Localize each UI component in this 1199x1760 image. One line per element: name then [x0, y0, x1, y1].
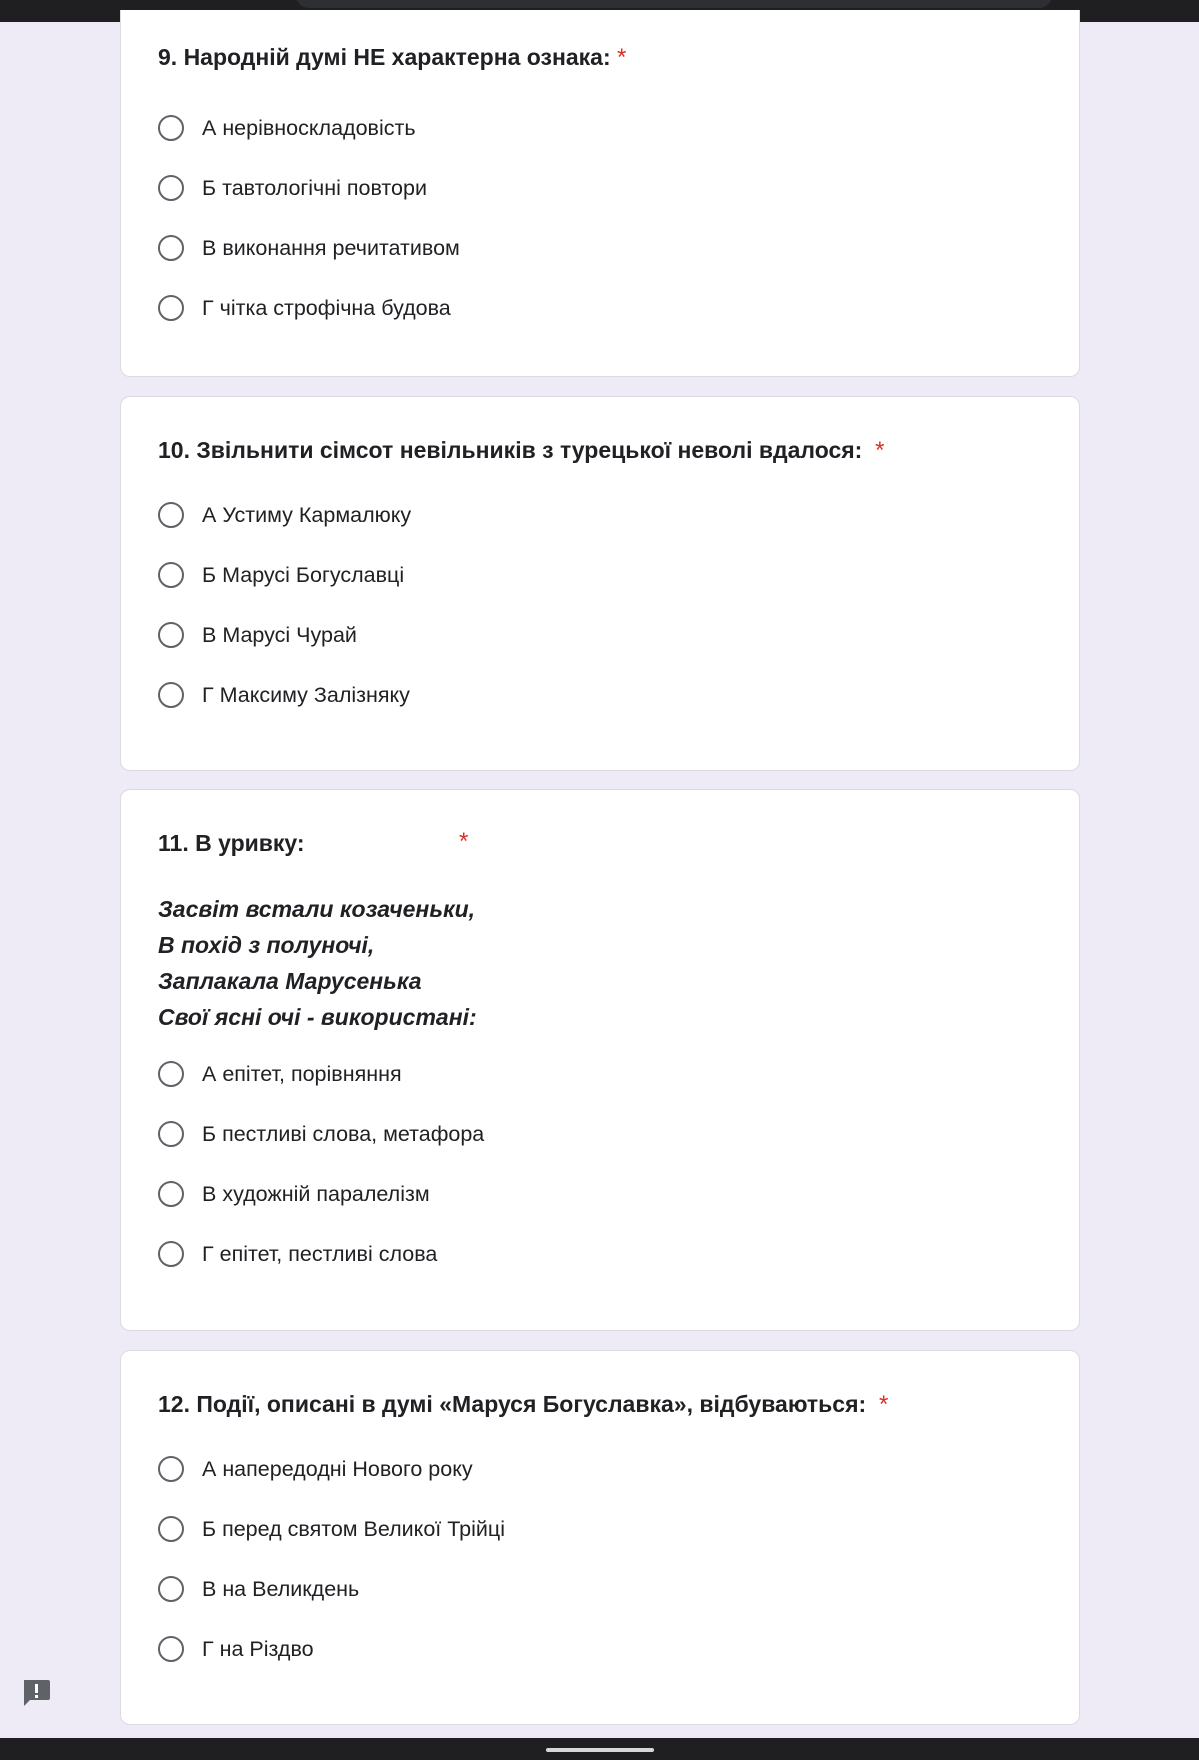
required-asterisk: *: [617, 44, 627, 71]
radio-circle-icon[interactable]: [158, 1121, 184, 1147]
option-label: А нерівноскладовість: [202, 115, 416, 140]
radio-circle-icon[interactable]: [158, 295, 184, 321]
option-label: Б тавтологічні повтори: [202, 175, 427, 200]
option-label: В Марусі Чурай: [202, 622, 357, 647]
radio-circle-icon[interactable]: [158, 1636, 184, 1662]
excerpt-line: Свої ясні очі - використані:: [158, 1004, 477, 1030]
option-radio[interactable]: [158, 1513, 505, 1545]
bottom-navigation-bar: [0, 1738, 1199, 1760]
question-card-12: [120, 1350, 1080, 1725]
option-radio[interactable]: [158, 1573, 359, 1605]
required-asterisk: *: [875, 437, 885, 464]
radio-circle-icon[interactable]: [158, 115, 184, 141]
radio-circle-icon[interactable]: [158, 235, 184, 261]
option-label: А Устиму Кармалюку: [202, 502, 412, 527]
question-card-9: [120, 10, 1080, 377]
option-label: Б пестливі слова, метафора: [202, 1121, 485, 1146]
option-label: В на Великдень: [202, 1576, 360, 1601]
option-label: А напередодні Нового року: [202, 1456, 473, 1481]
poem-excerpt: [158, 891, 477, 1035]
required-asterisk: *: [459, 828, 469, 855]
option-label: В художній паралелізм: [202, 1181, 430, 1206]
option-radio[interactable]: [158, 1178, 430, 1210]
option-label: Г чітка строфічна будова: [202, 295, 451, 320]
excerpt-line: Засвіт встали козаченьки,: [158, 896, 476, 922]
home-indicator[interactable]: [546, 1748, 654, 1752]
excerpt-line: В похід з полуночі,: [158, 932, 375, 958]
option-label: В виконання речитативом: [202, 235, 460, 260]
radio-circle-icon[interactable]: [158, 502, 184, 528]
radio-circle-icon[interactable]: [158, 562, 184, 588]
radio-circle-icon[interactable]: [158, 1061, 184, 1087]
question-title: [158, 44, 626, 72]
radio-circle-icon[interactable]: [158, 1181, 184, 1207]
radio-circle-icon[interactable]: [158, 1576, 184, 1602]
option-radio[interactable]: [158, 1453, 473, 1485]
option-label: Г Максиму Залізняку: [202, 682, 410, 707]
address-bar[interactable]: [296, 0, 1052, 8]
option-radio[interactable]: [158, 232, 460, 264]
option-radio[interactable]: [158, 1633, 314, 1665]
required-asterisk: *: [878, 1391, 889, 1418]
option-radio[interactable]: [158, 112, 416, 144]
question-title: [158, 437, 884, 465]
option-radio[interactable]: [158, 172, 427, 204]
radio-circle-icon[interactable]: [158, 175, 184, 201]
excerpt-line: Заплакала Марусенька: [158, 968, 422, 994]
question-title: [158, 830, 305, 857]
report-feedback-icon[interactable]: [20, 1678, 52, 1708]
radio-circle-icon[interactable]: [158, 1241, 184, 1267]
option-radio[interactable]: [158, 619, 357, 651]
option-radio[interactable]: [158, 292, 451, 324]
option-radio[interactable]: [158, 559, 404, 591]
question-card-11: [120, 789, 1080, 1331]
option-label: Б Марусі Богуславці: [202, 562, 405, 587]
radio-circle-icon[interactable]: [158, 1456, 184, 1482]
question-card-10: [120, 396, 1080, 771]
radio-circle-icon[interactable]: [158, 622, 184, 648]
option-radio[interactable]: [158, 1058, 402, 1090]
question-title: [158, 1391, 888, 1419]
radio-circle-icon[interactable]: [158, 682, 184, 708]
question-text: 12. Події, описані в думі «Маруся Богуславка», відбуваються:: [158, 1391, 867, 1417]
option-radio[interactable]: [158, 499, 411, 531]
question-text: 9. Народній думі НЕ характерна ознака:: [158, 44, 611, 70]
option-label: Б перед святом Великої Трійці: [202, 1516, 505, 1541]
question-text: 10. Звільнити сімсот невільників з турецької неволі вдалося:: [158, 437, 863, 463]
option-label: Г на Різдво: [202, 1636, 314, 1661]
option-label: А епітет, порівняння: [202, 1061, 402, 1086]
option-radio[interactable]: [158, 679, 410, 711]
radio-circle-icon[interactable]: [158, 1516, 184, 1542]
option-label: Г епітет, пестливі слова: [202, 1241, 438, 1266]
question-text: 11. В уривку:: [158, 830, 305, 856]
option-radio[interactable]: [158, 1238, 437, 1270]
option-radio[interactable]: [158, 1118, 484, 1150]
